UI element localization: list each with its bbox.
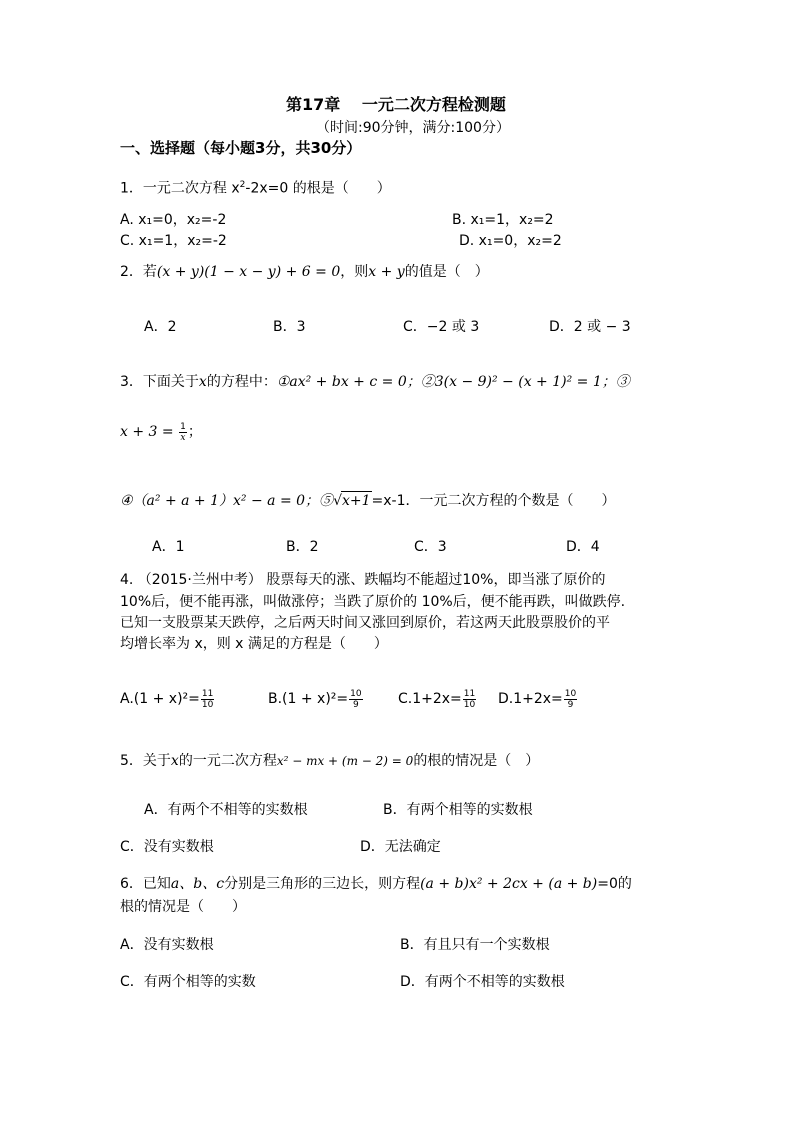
q4-line-2: 10%后，便不能再涨，叫做涨停；当跌了原价的 10%后，便不能再跌，叫做跌停. [120,594,626,610]
q3-equation-3 [120,419,202,445]
q6-equation: (a + b)x² + 2cx + (a + b) [420,876,598,892]
fraction-denominator: 10 [201,699,214,710]
q2-option-c: C．−2 或 3 [403,319,480,335]
q3-variable: x [198,374,207,390]
q6-variables: a、b、c [170,876,225,892]
q2-equation: (x + y)(1 − x − y) + 6 = 0 [156,264,341,280]
q3-eq3-fraction [179,422,187,443]
section-heading: 一、选择题（每小题3分，共30分） [120,139,362,157]
q3-equation-2: ②3(x − 9)² − (x + 1)² = 1；③ [420,374,630,390]
q5-option-b: B．有两个相等的实数根 [383,802,533,818]
q3-equation-4: ④（a² + a + 1）x² − a = 0；⑤ [120,493,334,509]
q4-optD-fraction [564,689,577,710]
q5-stem-part: 的根的情况是（ ） [413,753,540,769]
q2-stem-part: 的值是（ ） [404,264,489,280]
q6-option-a: A．没有实数根 [120,937,214,953]
q3-option-b: B．2 [286,539,319,555]
fraction-numerator: 10 [564,688,577,699]
q4-optB-text: B.(1 + x)²= [268,691,349,707]
fraction-numerator: 11 [463,688,476,699]
q3-stem-part: 3．下面关于 [120,374,199,390]
q4-optC-fraction [463,689,476,710]
q3-option-d: D．4 [566,539,600,555]
fraction-denominator: 9 [353,699,359,710]
q2-expression: x + y [368,264,405,280]
q2-stem-part: ，则 [340,264,369,280]
q6-option-d: D．有两个不相等的实数根 [400,974,565,990]
fraction-numerator: 10 [350,688,362,699]
q5-stem-part: 5．关于 [120,753,171,769]
q3-option-a: A．1 [152,539,185,555]
q6-stem-part: 6．已知 [120,876,171,892]
q4-option-d [498,686,578,712]
sqrt-icon: √ [333,493,342,509]
q4-option-a [120,686,215,712]
q3-eq3-end: ； [187,424,202,440]
page-title: 第17章 一元二次方程检测题 [286,95,506,114]
question-2-stem [120,263,489,281]
q4-option-c [398,686,477,712]
q4-optC-text: C.1+2x= [398,691,462,707]
q2-stem-part: 2．若 [120,264,157,280]
q4-line-4: 均增长率为 x，则 x 满足的方程是（ ） [120,636,388,652]
q6-stem-part: 分别是三角形的三边长，则方程 [224,876,421,892]
q5-option-c: C．没有实数根 [120,839,214,855]
q4-optA-fraction [201,689,214,710]
q5-option-d: D．无法确定 [360,839,441,855]
q1-stem-part: 1．一元二次方程 x [120,180,240,197]
q1-option-b: B. x₁=1，x₂=2 [452,212,554,228]
q2-option-a: A．2 [144,319,177,335]
q6-stem-part: =0的 [597,876,632,892]
q6-option-b: B．有且只有一个实数根 [400,937,550,953]
q1-option-c: C. x₁=1，x₂=-2 [120,233,227,249]
q1-option-d: D. x₁=0，x₂=2 [459,233,562,249]
question-5-stem [120,752,539,770]
q4-optB-fraction [349,689,362,710]
fraction-denominator: 10 [463,699,476,710]
q1-stem-part: -2x=0 的根是（ ） [245,180,391,197]
q3-stem-part: 的方程中： [206,374,277,390]
q2-option-b: B．3 [273,319,306,335]
q3-eq3-lhs: x + 3 = [120,424,174,440]
q6-option-c: C．有两个相等的实数 [120,974,256,990]
exam-subtitle: （时间:90分钟，满分:100分） [316,120,510,136]
q3-equation-1: ①ax² + bx + c = 0； [276,374,421,390]
q3-stem-end: =x-1．一元二次方程的个数是（ ） [371,493,616,509]
q3-option-c: C．3 [414,539,447,555]
q6-line-2: 根的情况是（ ） [120,899,246,915]
fraction-denominator: 9 [567,699,574,710]
q5-option-a: A．有两个不相等的实数根 [144,802,308,818]
q5-variable: x [170,753,179,769]
fraction-numerator: 1 [180,421,186,432]
question-3-stem [120,373,630,391]
q2-option-d: D．2 或 − 3 [549,319,631,335]
q5-equation: x² − mx + (m − 2) = 0 [276,754,414,768]
q4-option-b [268,686,364,712]
fraction-numerator: 11 [201,688,214,699]
fraction-denominator: x [180,432,186,443]
q1-option-a: A. x₁=0，x₂=-2 [120,212,227,228]
question-1-stem: 1．一元二次方程 $x^2-2x=0$ 的根是（ ） [120,180,391,197]
q4-optA-text: A.(1 + x)²= [120,691,200,707]
q4-line-1: 4. （2015·兰州中考） 股票每天的涨、跌幅均不能超过10%，即当涨了原价的 [120,572,606,588]
q5-stem-part: 的一元二次方程 [178,753,277,769]
question-6-stem [120,875,632,893]
q4-line-3: 已知一支股票某天跌停，之后两天时间又涨回到原价，若这两天此股票股价的平 [120,615,610,631]
q3-equation-4-5 [120,491,616,510]
q4-optD-text: D.1+2x= [498,691,563,707]
q3-radicand: x+1 [341,493,371,509]
